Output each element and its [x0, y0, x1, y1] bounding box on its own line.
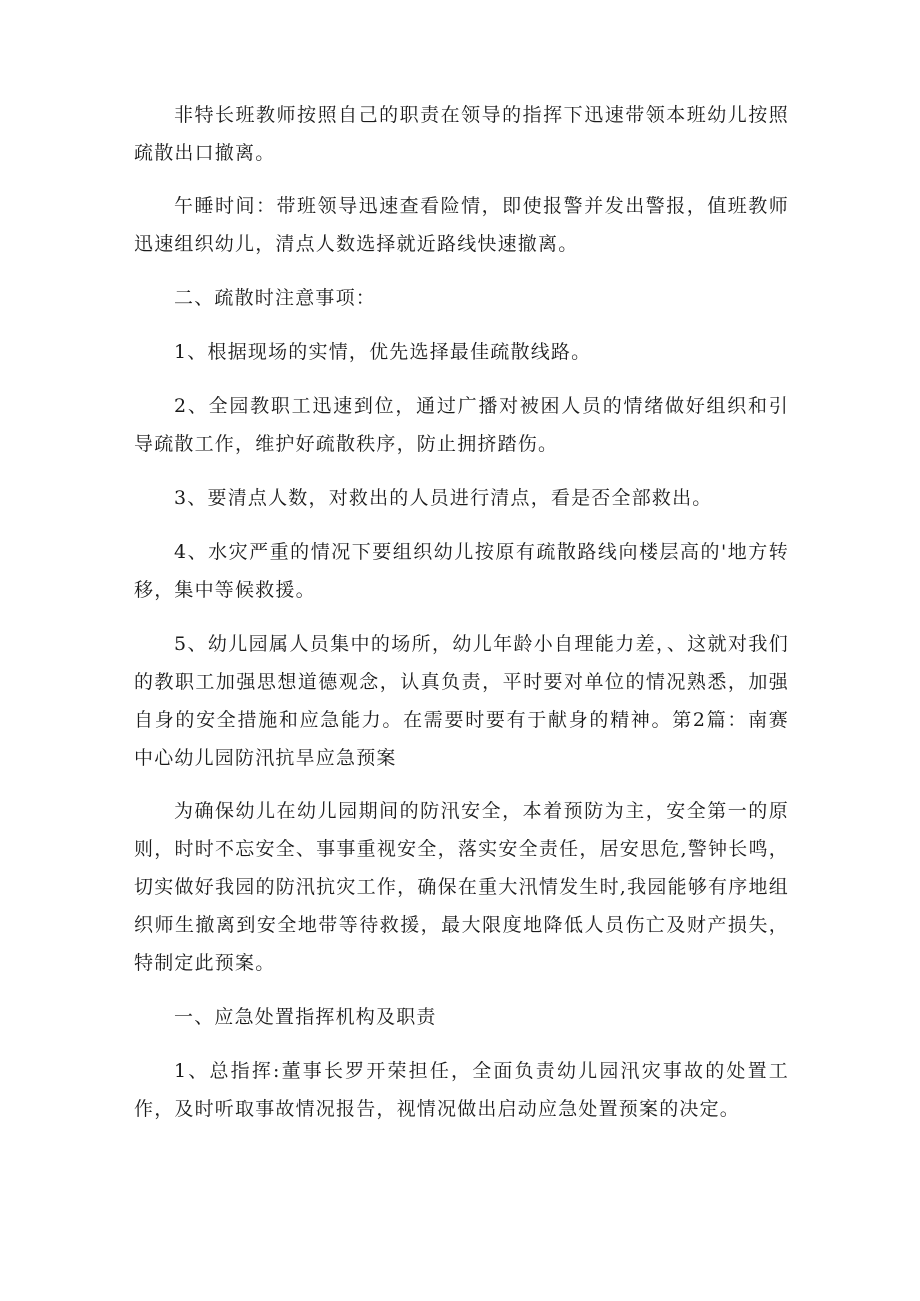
list-item-4: 4、水灾严重的情况下要组织幼儿按原有疏散路线向楼层高的'地方转移，集中等候救援。 [134, 541, 789, 601]
list-item-3: 3、要清点人数，对救出的人员进行清点，看是否全部救出。 [174, 487, 713, 509]
section-heading-command-structure: 一、应急处置指挥机构及职责 [174, 1006, 437, 1028]
document-body [134, 96, 789, 1128]
list-item-5: 5、幼儿园属人员集中的场所，幼儿年龄小自理能力差，、这就对我们的教职工加强思想道德观念，认真负责，平时要对单位的情况熟悉，加强自身的安全措施和应急能力。在需要时要有于献身的精神。第2篇：南赛中心幼儿园防汛抗旱应急预案 [134, 633, 789, 769]
paragraph-nap-time: 午睡时间：带班领导迅速查看险情，即使报警并发出警报，值班教师迅速组织幼儿，清点人数选择就近路线快速撤离。 [134, 195, 789, 255]
paragraph-evacuation-teachers: 非特长班教师按照自己的职责在领导的指挥下迅速带领本班幼儿按照疏散出口撤离。 [134, 104, 789, 164]
section-heading-evacuation-notes: 二、疏散时注意事项： [174, 287, 377, 309]
paragraph-commander-duties: 1、总指挥:董事长罗开荣担任，全面负责幼儿园汛灾事故的处置工作，及时听取事故情况报告，视情况做出启动应急处置预案的决定。 [134, 1060, 789, 1120]
list-item-2: 2、全园教职工迅速到位，通过广播对被困人员的情绪做好组织和引导疏散工作，维护好疏散秩序，防止拥挤踏伤。 [134, 395, 789, 455]
paragraph-flood-plan-intro: 为确保幼儿在幼儿园期间的防汛安全，本着预防为主，安全第一的原则，时时不忘安全、事事重视安全，落实安全责任，居安思危,警钟长鸣，切实做好我园的防汛抗灾工作，确保在重大汛情发生时,我园能够有序地组织师生撤离到安全地带等待救援，最大限度地降低人员伤亡及财产损失，特制定此预案。 [134, 800, 789, 974]
list-item-1: 1、根据现场的实情，优先选择最佳疏散线路。 [174, 341, 592, 363]
